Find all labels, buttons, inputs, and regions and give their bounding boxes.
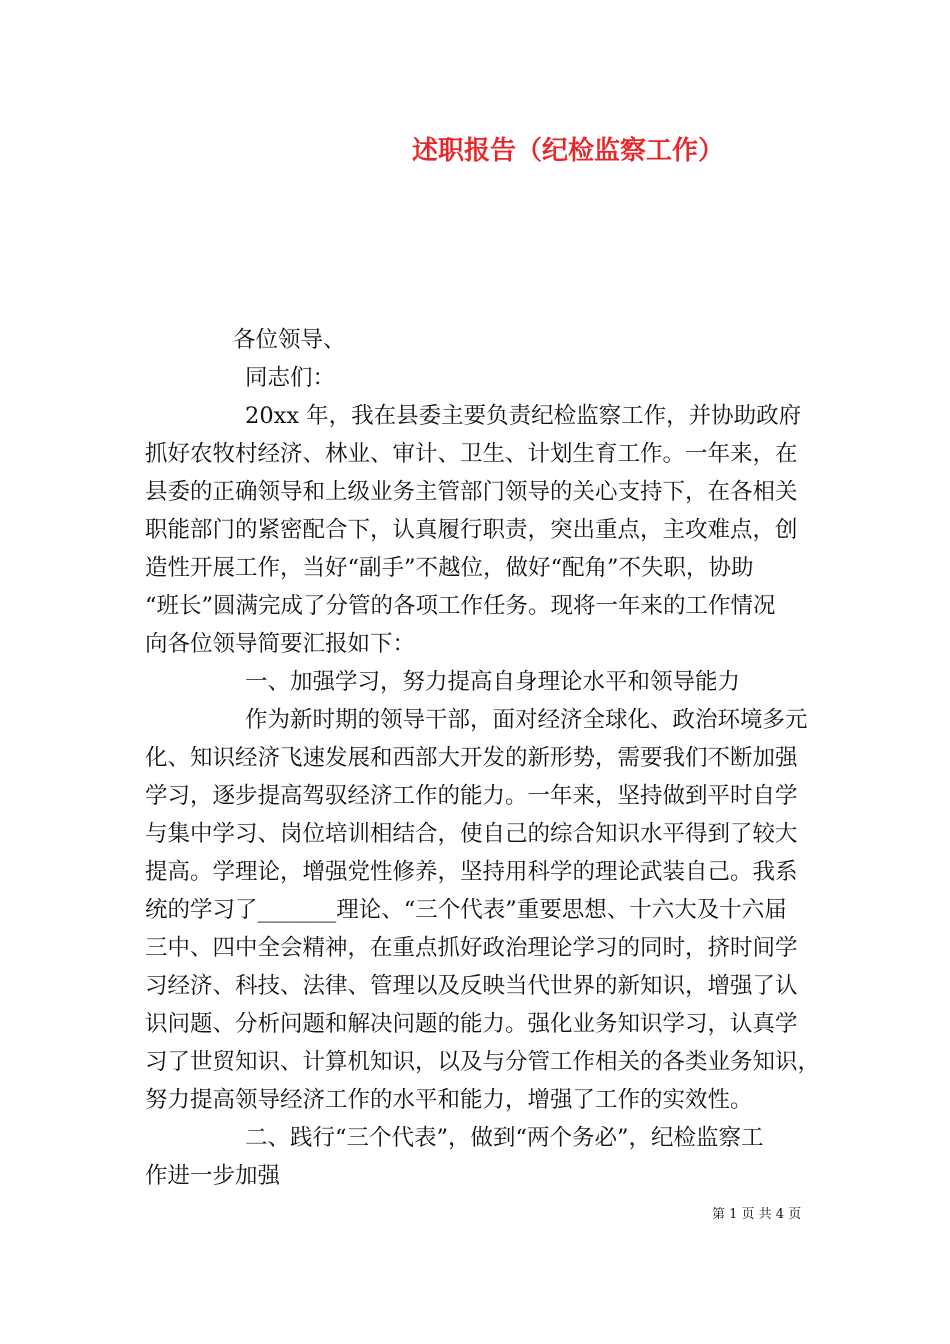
section-heading-1: 一、加强学习，努力提高自身理论水平和领导能力: [245, 669, 741, 695]
body-line: 提高。学理论，增强党性修养，坚持用科学的理论武装自己。我系: [145, 859, 798, 885]
body-line: 抓好农牧村经济、林业、审计、卫生、计划生育工作。一年来，在: [145, 441, 798, 467]
body-line: 统的学习了_______理论、“三个代表”重要思想、十六大及十六届: [145, 897, 787, 923]
body-line: 作为新时期的领导干部，面对经济全球化、政治环境多元: [245, 707, 808, 733]
body-line: 习了世贸知识、计算机知识，以及与分管工作相关的各类业务知识，: [145, 1049, 821, 1075]
body-line: 学习，逐步提高驾驭经济工作的能力。一年来，坚持做到平时自学: [145, 783, 798, 809]
body-line: 造性开展工作，当好“副手”不越位，做好“配角”不失职，协助: [145, 555, 754, 581]
salutation-line-2: 同志们：: [245, 365, 336, 391]
body-line: “班长”圆满完成了分管的各项工作任务。现将一年来的工作情况: [145, 593, 776, 619]
body-line: 识问题、分析问题和解决问题的能力。强化业务知识学习，认真学: [145, 1011, 798, 1037]
body-line: 化、知识经济飞速发展和西部大开发的新形势，需要我们不断加强: [145, 745, 798, 771]
section-heading-2: 二、践行“三个代表”，做到“两个务必”，纪检监察工: [245, 1125, 764, 1151]
body-line: 作进一步加强: [145, 1163, 281, 1189]
body-line: 县委的正确领导和上级业务主管部门领导的关心支持下，在各相关: [145, 479, 798, 505]
body-line: 与集中学习、岗位培训相结合，使自己的综合知识水平得到了较大: [145, 821, 798, 847]
body-line: 20xx 年，我在县委主要负责纪检监察工作，并协助政府: [245, 403, 802, 429]
document-title: 述职报告（纪检监察工作）: [412, 136, 725, 166]
body-line: 职能部门的紧密配合下，认真履行职责，突出重点，主攻难点，创: [145, 517, 798, 543]
body-line: 习经济、科技、法律、管理以及反映当代世界的新知识，增强了认: [145, 973, 798, 999]
body-line: 努力提高领导经济工作的水平和能力，增强了工作的实效性。: [145, 1087, 753, 1113]
body-line: 三中、四中全会精神，在重点抓好政治理论学习的同时，挤时间学: [145, 935, 798, 961]
page-number-footer: 第 1 页 共 4 页: [712, 1207, 802, 1222]
body-line: 向各位领导简要汇报如下：: [145, 631, 416, 657]
salutation-line-1: 各位领导、: [233, 327, 346, 353]
